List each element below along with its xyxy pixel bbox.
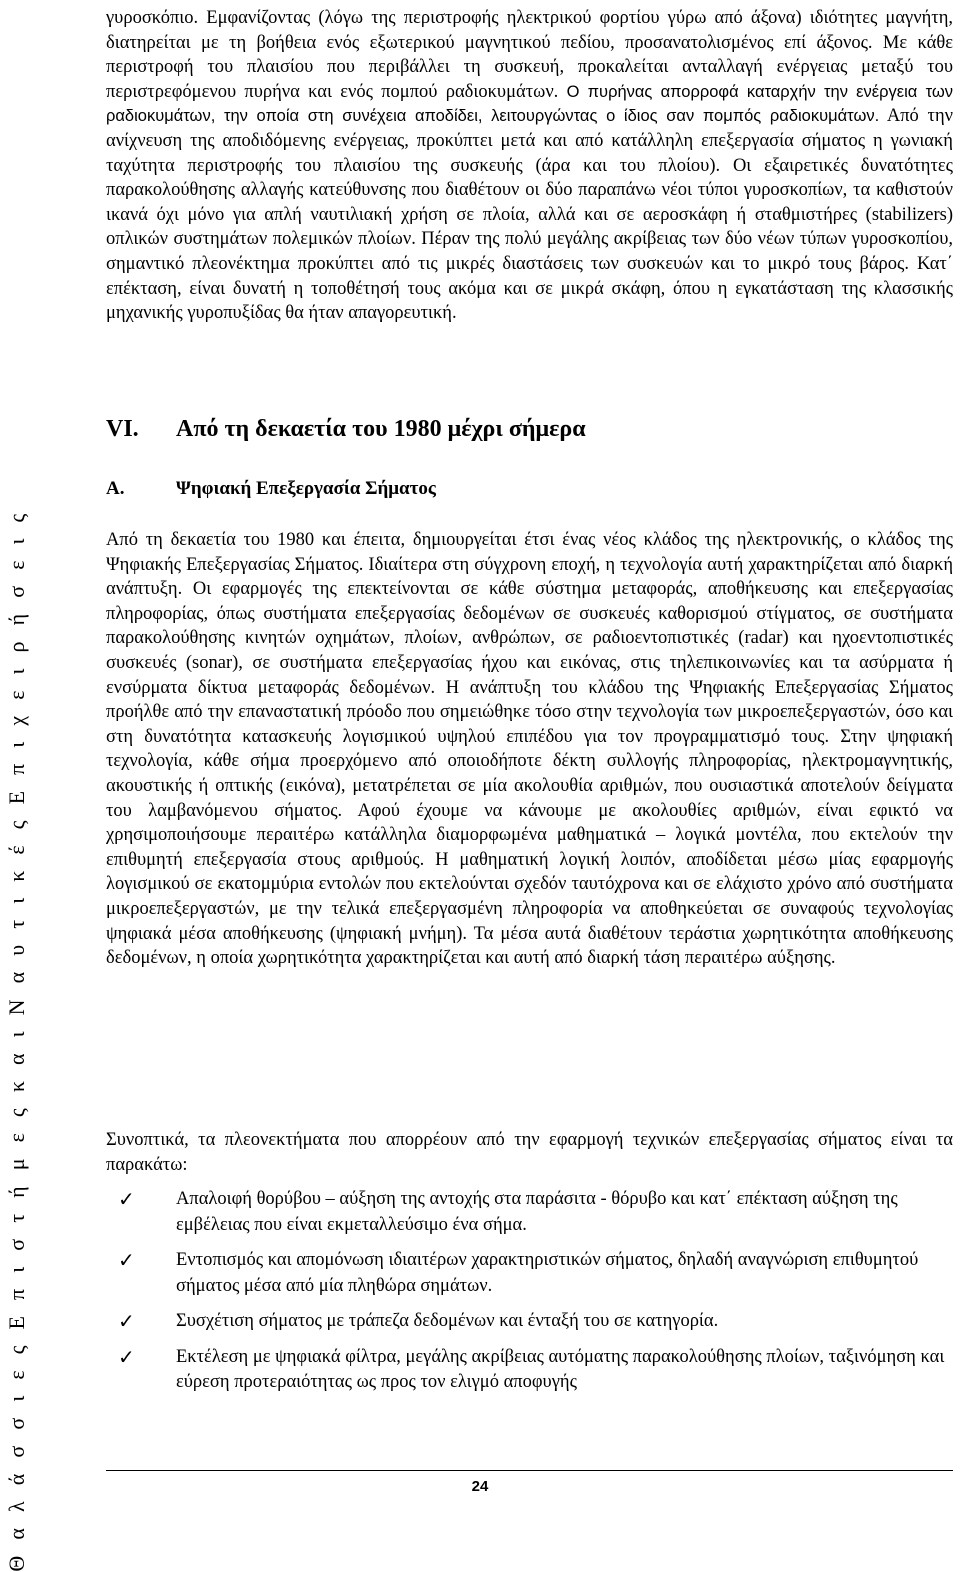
list-item-text: Συσχέτιση σήματος με τράπεζα δεδομένων και ένταξή του σε κατηγορία. (176, 1311, 719, 1331)
check-icon: ✓ (118, 1248, 135, 1272)
list-item (106, 1248, 953, 1299)
paragraph-dsp-intro: Από τη δεκαετία του 1980 και έπειτα, δημιουργείται έτσι ένας νέος κλάδος της ηλεκτρονικής, ο κλάδος της Ψηφιακής Επεξεργασίας Σήματος. Ιδιαίτερα στη σύγχρονη εποχή, η τεχνολογία αυτή χαρακτηρίζεται από διαρκή ανάπτυξη. Οι εφαρμογές της επεκτείνονται σε κάθε σύστημα μεταφοράς, αποθήκευσης και επεξεργασίας πληροφορίας, όπως συστήματα επεξεργασίας δεδομένων σε συσκευές καθορισμού στίγματος, σε συστήματα παρακολούθησης κινητών οχημάτων, πλοίων, ανθρώπων, σε ραδιοεντοπιστικές (radar) και ηχοεντοπιστικές συσκευές (sonar), σε συστήματα επεξεργασίας ήχου και εικόνας, στις τηλεπικοινωνίες και τα ασύρματα ή ενσύρματα δίκτυα μεταφοράς δεδομένων. Η ανάπτυξη του κλάδου της Ψηφιακής Επεξεργασίας Σήματος προήλθε από την επαναστατική πρόοδο που σημειώθηκε τόσο στην τεχνολογία των μικροεπεξεργαστών, όσο και στη δυνατότητα κατασκευής λογισμικού υψηλού επιπέδου για τον προγραμματισμό τους. Στην ψηφιακή τεχνολογία, κάθε σήμα προερχόμενο από οποιοδήποτε δέκτη συλλογής πληροφορίας, ηλεκτρομαγνητικής, ακουστικής ή οπτικής (εικόνα), μετατρέπεται σε μία ακολουθία αριθμών, που ουσιαστικά αποτελούν δείγματα του λαμβανόμενου σήματος. Αφού έχουμε να κάνουμε με ακολουθίες αριθμών, είναι εφικτό να χρησιμοποιήσουμε περαιτέρω κατάλληλα διαμορφωμένα μαθηματικά – λογικά μοντέλα, που εκτελούν την επιθυμητή επεξεργασία στους αριθμούς. Η μαθηματική λογική λοιπόν, αποδίδεται μέσω μίας εφαρμογής λογισμικού σε εκατομμύρια εντολών που εκτελούνται σχεδόν ταυτόχρονα και σε ελάχιστο χρόνο από συστήματα μικροεπεξεργαστών, με την τελικά επεξεργασμένη πληροφορία να αποθηκεύεται σε συναφούς τεχνολογίας ψηφιακά μέσα αποθήκευσης (ψηφιακή μνήμη). Τα μέσα αυτά διαθέτουν τεράστια χωρητικότητα αποθήκευσης δεδομένων, η οποία χωρητικότητα χαρακτηρίζεται και αυτή από διαρκή τάση περαιτέρω αύξησης. (106, 530, 953, 969)
list-item-text: Εκτέλεση με ψηφιακά φίλτρα, μεγάλης ακρίβειας αυτόματης παρακολούθησης πλοίων, ταξινόμηση και εύρεση προτεραιότητας ως προς τον ελιγμό αποφυγής (176, 1346, 945, 1392)
list-item (106, 1309, 953, 1335)
section-title: Από τη δεκαετία του 1980 μέχρι σήμερα (176, 416, 586, 442)
paragraph-gyroscope-part-3: Από την ανίχνευση της αποδιδόμενης ενέργειας, προκύπτει μετά και από κατάλληλη επεξεργασία σήματος η γωνιακή ταχύτητα περιστροφής του πλαισίου της συσκευής (άρα και του πλοίου). Οι εξαιρετικές δυνατότητες παρακολούθησης αλλαγής κατεύθυνσης που διαθέτουν οι δύο παραπάνω νέοι τύποι γυροσκοπίων, τα καθιστούν ικανά όχι μόνο για απλή ναυτιλιακή χρήση σε πλοία, αλλά και σε αεροσκάφη ή σταθμιστήρες (stabilizers) οπλικών συστημάτων πολεμικών πλοίων. Πέραν της πολύ μεγάλης ακρίβειας των δύο νέων τύπων γυροσκοπίου, σημαντικό πλεονέκτημα προκύπτει από τις μικρές διαστάσεις των συσκευών και το μικρό τους βάρος. Κατ΄ επέκταση, είναι δυνατή η τοποθέτησή τους ακόμα και σε μικρά σκάφη, όπου η εγκατάσταση της κλασσικής μηχανικής γυροπυξίδας θα ήταν απαγορευτική. (106, 106, 953, 324)
subsection-title: Ψηφιακή Επεξεργασία Σήματος (176, 478, 436, 499)
check-icon: ✓ (118, 1344, 135, 1369)
footer-divider (106, 1470, 953, 1471)
check-icon: ✓ (118, 1187, 135, 1211)
page-number: 24 (471, 1478, 489, 1495)
subsection-number: Α. (106, 478, 125, 499)
list-item-text: Απαλοιφή θορύβου – αύξηση της αντοχής στα παράσιτα - θόρυβο και κατ΄ επέκταση αύξηση της εμβέλειας που είναι εκμεταλλεύσιμο ένα σήμα. (176, 1189, 898, 1235)
list-item-text: Εντοπισμός και απομόνωση ιδιαιτέρων χαρακτηριστικών σήματος, δηλαδή αναγνώριση επιθυμητού σήματος μέσα από μία πληθώρα σημάτων. (176, 1250, 919, 1296)
paragraph-gyroscope-part-2: Ο πυρήνας απορροφά καταρχήν την ενέργεια των ραδιοκυμάτων, την οποία στη συνέχεια αποδίδει, λειτουργώντας ο ίδιος σαν πομπός ραδιοκυμάτων. (106, 82, 953, 126)
sidebar-title: Θ α λ ά σ σ ι ε ς Ε π ι σ τ ή μ ε ς κ α ι Ν α υ τ ι κ έ ς Ε π ι χ ε ι ρ ή σ ε ι ς (4, 508, 29, 1572)
paragraph-gyroscope (106, 6, 953, 326)
section-number: VI. (106, 416, 139, 442)
list-item (106, 1345, 953, 1396)
sidebar (0, 0, 34, 1572)
paragraph-gyroscope-part-1: γυροσκόπιο. Εμφανίζοντας (λόγω της περιστροφής ηλεκτρικού φορτίου γύρω από άξονα) ιδιότητες μαγνήτη, διατηρείται με τη βοήθεια ενός εξωτερικού μαγνητικού πεδίου, προσανατολισμένος επί άξονος. Με κάθε περιστροφή του πλαισίου που περιβάλλει τη συσκευή, προκαλείται ανταλλαγή ενέργειας μεταξύ του περιστρεφόμενου πυρήνα και ενός πομπού ραδιοκυμάτων. (106, 8, 953, 102)
list-item (106, 1187, 953, 1238)
advantages-list (106, 1187, 953, 1406)
check-icon: ✓ (118, 1309, 135, 1333)
paragraph-advantages-intro: Συνοπτικά, τα πλεονεκτήματα που απορρέουν από την εφαρμογή τεχνικών επεξεργασίας σήματος είναι τα παρακάτω: (106, 1130, 953, 1175)
